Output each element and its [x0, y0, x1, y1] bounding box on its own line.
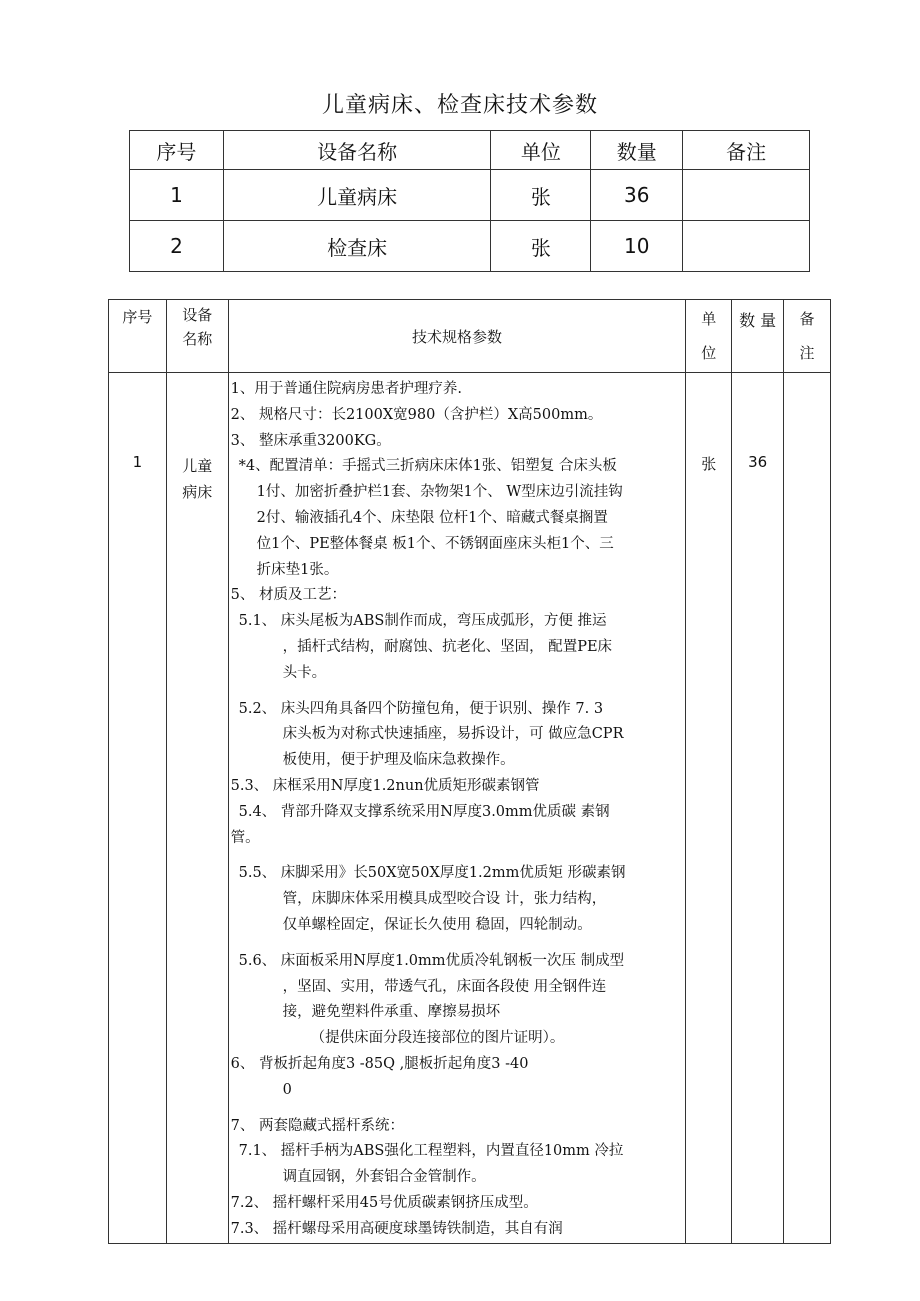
spec-line: 板使用，便于护理及临床急救操作。	[282, 752, 515, 769]
spec-header-note-line: 备	[799, 310, 815, 328]
spec-header-params: 技术规格参数	[228, 300, 686, 373]
header-unit: 单位	[491, 131, 591, 170]
spec-row-quantity: 36	[732, 373, 784, 1244]
spec-line: 床头板为对称式快速插座，易拆设计，可 做应急CPR	[282, 726, 624, 743]
spec-row-note	[784, 373, 831, 1244]
row-no: 2	[130, 221, 224, 272]
header-quantity: 数量	[591, 131, 683, 170]
spec-header-device-name	[166, 300, 228, 373]
spec-line: 5.5、 床脚采用》长50X宽50X厚度1.2mm优质矩 形碳素钢	[238, 865, 626, 882]
spec-line: 1、用于普通住院病房患者护理疗养.	[230, 381, 462, 397]
spec-header-note	[784, 300, 831, 373]
spec-line: 管。	[230, 829, 260, 846]
spec-line: ，插杆式结构，耐腐蚀、抗老化、坚固， 配置PE床	[282, 638, 613, 655]
header-note: 备注	[683, 131, 810, 170]
spec-line: 接，避免塑料件承重、摩擦易损坏	[282, 1004, 501, 1021]
spec-line: 5.3、 床框采用N厚度1.2nun优质矩形碳素钢管	[230, 777, 540, 794]
spec-line: 7.3、 摇杆螺母采用高硬度球墨铸铁制造，其自有润	[230, 1220, 563, 1237]
summary-table	[129, 130, 810, 272]
spec-line: 位1个、PE整体餐桌 板1个、不锈钢面座床头柜1个、三	[256, 535, 614, 552]
spec-line: 2、 规格尺寸：长2100X宽980（含护栏）X高500mm。	[230, 406, 603, 423]
spec-line: 调直园钢，外套铝合金管制作。	[282, 1169, 486, 1186]
row-unit: 张	[491, 170, 591, 221]
spec-line: 5.1、 床头尾板为ABS制作而成，弯压成弧形，方便 推运	[238, 613, 607, 630]
spec-line: 头卡。	[282, 664, 327, 681]
spec-header-unit	[686, 300, 732, 373]
header-device-name: 设备名称	[223, 131, 491, 170]
spec-header-name-line: 设备	[182, 306, 213, 324]
spec-row-name-line: 病床	[182, 483, 213, 501]
spec-row	[109, 373, 831, 1244]
spec-row-unit: 张	[686, 373, 732, 1244]
spec-header-unit-line: 单	[701, 310, 717, 328]
spec-line: 6、 背板折起角度3 -85Q ,腿板折起角度3 -40	[230, 1055, 529, 1072]
spec-row-no: 1	[109, 373, 167, 1244]
summary-header-row	[130, 131, 810, 170]
header-no: 序号	[130, 131, 224, 170]
row-device-name: 儿童病床	[223, 170, 491, 221]
spec-table	[108, 299, 831, 1244]
spec-line: 0	[282, 1081, 292, 1098]
row-note	[683, 221, 810, 272]
spec-line: ，坚固、实用，带透气孔，床面各段使 用全钢件连	[282, 978, 607, 995]
spec-header-row	[109, 300, 831, 373]
spec-line: 7.1、 摇杆手柄为ABS强化工程塑料，内置直径10mm 冷拉	[238, 1143, 624, 1160]
spec-header-quantity: 数 量	[732, 300, 784, 373]
spec-header-no: 序号	[109, 300, 167, 373]
spec-line: 5.6、 床面板采用N厚度1.0mm优质冷轧钢板一次压 制成型	[238, 952, 625, 969]
spec-line: 5、 材质及工艺：	[230, 587, 346, 604]
spec-line: 7.2、 摇杆螺杆采用45号优质碳素钢挤压成型。	[230, 1194, 538, 1211]
row-quantity: 10	[591, 221, 683, 272]
spec-line: 1付、加密折叠护栏1套、杂物架1个、 W型床边引流挂钩	[256, 484, 623, 501]
spec-line: 5.2、 床头四角具备四个防撞包角，便于识别、操作 7. 3	[238, 700, 604, 717]
spec-line: 5.4、 背部升降双支撑系统采用N厚度3.0mm优质碳 素钢	[238, 803, 610, 820]
spec-row-name-line: 儿童	[182, 457, 213, 475]
spec-line: 仅单螺栓固定，保证长久使用 稳固，四轮制动。	[282, 916, 592, 933]
spec-line: （提供床面分段连接部位的图片证明）。	[310, 1030, 565, 1047]
spec-header-name-line: 名称	[182, 330, 213, 348]
spec-header-unit-line: 位	[701, 344, 717, 362]
row-unit: 张	[491, 221, 591, 272]
spec-line: 折床垫1张。	[256, 561, 339, 578]
row-no: 1	[130, 170, 224, 221]
spec-line: 管，床脚床体采用模具成型咬合设 计，张力结构，	[282, 891, 607, 908]
spec-line: 2付、输液插孔4个、床垫限 位杆1个、暗藏式餐桌搁置	[256, 509, 608, 526]
document-title: 儿童病床、检查床技术参数	[321, 93, 598, 118]
spec-row-device-name	[166, 373, 228, 1244]
spec-line: *4、配置清单：手摇式三折病床床体1张、铝塑复 合床头板	[238, 458, 617, 475]
spec-line: 7、 两套隐藏式摇杆系统：	[230, 1117, 404, 1134]
row-quantity: 36	[591, 170, 683, 221]
row-note	[683, 170, 810, 221]
spec-header-note-line: 注	[799, 344, 815, 362]
summary-row	[130, 221, 810, 272]
spec-params-cell	[228, 373, 686, 1244]
row-device-name: 检查床	[223, 221, 491, 272]
summary-row	[130, 170, 810, 221]
spec-line: 3、 整床承重3200KG。	[230, 432, 391, 449]
